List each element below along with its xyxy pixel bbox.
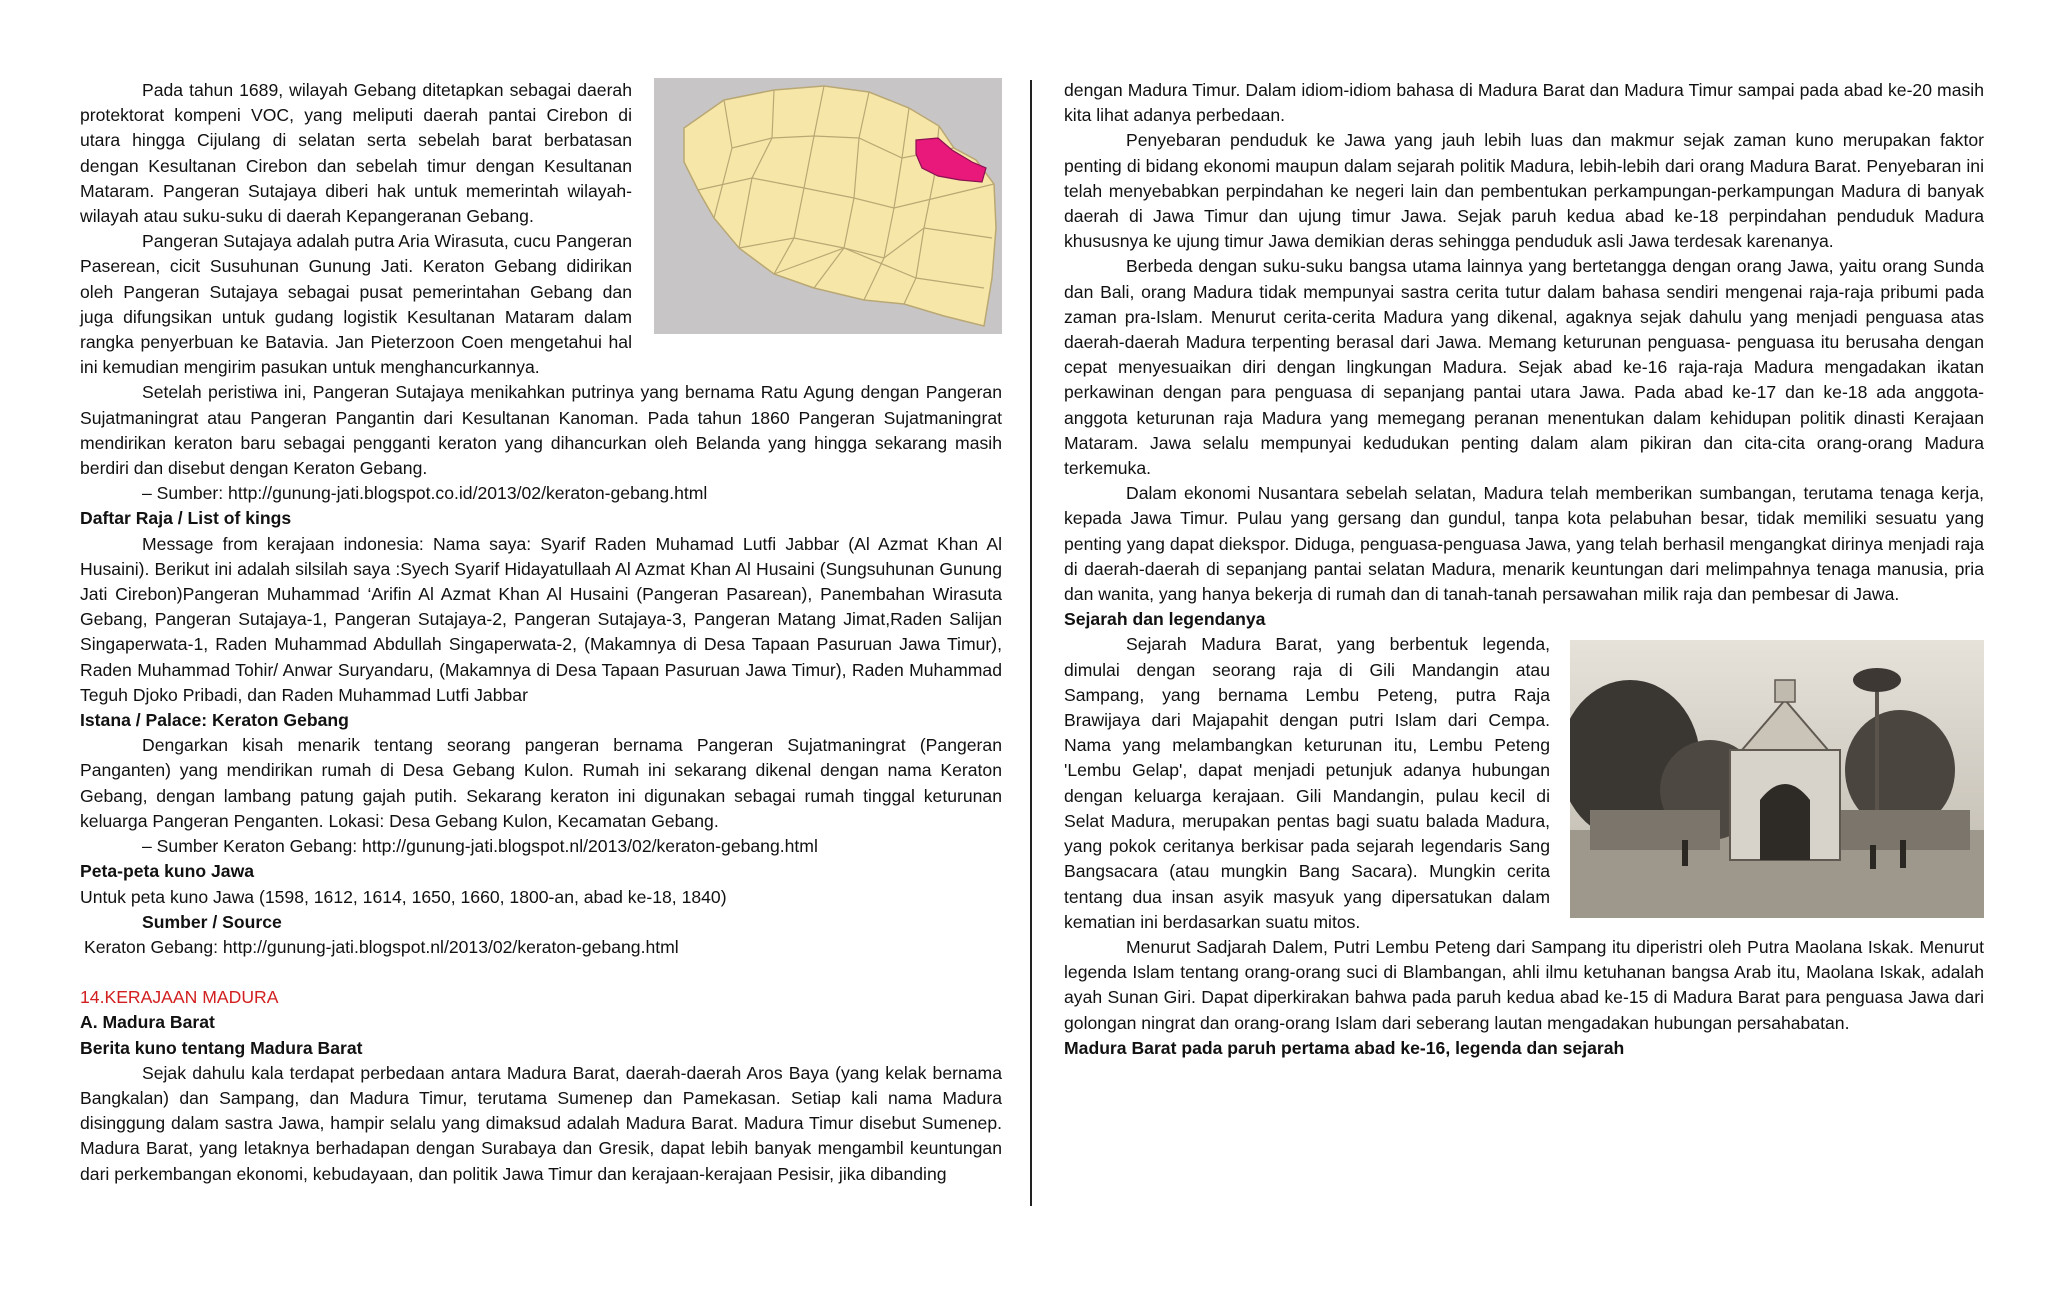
heading-berita: Berita kuno tentang Madura Barat: [80, 1037, 363, 1058]
source-citation: Keraton Gebang: http://gunung-jati.blogspot.nl/2013/02/keraton-gebang.html: [84, 936, 679, 957]
heading-kings: Daftar Raja / List of kings: [80, 508, 292, 529]
historic-gate-photo: [1570, 640, 1984, 918]
source-citation: – Sumber Keraton Gebang: http://gunung-jati.blogspot.nl/2013/02/keraton-gebang.html: [142, 836, 818, 857]
paragraph: Pada tahun 1689, wilayah Gebang ditetapkan sebagai daerah protektorat kompeni VOC, yang meliputi daerah pantai Cirebon di utara hingga Cijulang di selatan serta sebelah barat berbatasan dengan Kesultanan Cirebon dan sebelah timur dengan Kesultanan Mataram. Pangeran Sutajaya diberi hak untuk memerintah wilayah-wilayah atau suku-suku di daerah Kepangeranan Gebang.: [80, 80, 632, 227]
paragraph: Penyebaran penduduk ke Jawa yang jauh lebih luas dan makmur sejak zaman kuno merupakan faktor penting di bidang ekonomi maupun dalam sejarah politik Madura, lebih-lebih dari orang Madura Barat. Penyebaran ini telah menyebabkan perpindahan ke negeri lain dan pembentukan perkampungan-perkampungan Madura di banyak daerah di Jawa Timur dan ujung timur Jawa. Sejak paruh kedua abad ke-18 perpindahan penduduk Madura khususnya ke ujung timur Jawa demikian deras sehingga penduduk asli Jawa terdesak karenanya.: [1064, 130, 1984, 252]
paragraph: Sejak dahulu kala terdapat perbedaan antara Madura Barat, daerah-daerah Aros Baya (yang kelak bernama Bangkalan) dan Sampang, dan Madura Timur, terutama Sumenep dan Pamekasan. Setiap kali nama Madura disinggung dalam sastra Jawa, hampir selalu yang dimaksud adalah Madura Barat. Madura Timur disebut Sumenep. Madura Barat, yang letaknya berhadapan dengan Surabaya dan Gresik, dapat lebih banyak mengambil keuntungan dari perkembangan ekonomi, kebudayaan, dan politik Jawa Timur dan kerajaan-kerajaan Pesisir, jika dibanding: [80, 1062, 1002, 1184]
paragraph: Menurut Sadjarah Dalem, Putri Lembu Peteng dari Sampang itu diperistri oleh Putra Maolana Iskak. Menurut legenda Islam tentang orang-orang suci di Blambangan, ahli ilmu ketuhanan bangsa Arab itu, Maolana Iskak, adalah ayah Sunan Giri. Dapat diperkirakan bahwa pada paruh kedua abad ke-15 di Madura Barat para penguasa Jawa dari golongan ningrat dan orang-orang Islam dari seberang lautan mengadakan hubungan persahabatan.: [1064, 936, 1984, 1033]
paragraph: Message from kerajaan indonesia: Nama saya: Syarif Raden Muhamad Lutfi Jabbar (Al Azmat Khan Al Husaini). Berikut ini adalah silsilah saya :Syech Syarif Hidayatullaah Al Azmat Khan Al Husaini (Sungsuhunan Gunung Jati Cirebon)Pangeran Muhammad ‘Arifin Al Azmat Khan Al Husaini (Pangeran Pasarean), Panembahan Wirasuta Gebang, Pangeran Sutajaya-1, Pangeran Sutajaya-2, Pangeran Sutajaya-3, Pangeran Matang Jimat,Raden Salijan Singaperwata-1, Raden Muhammad Abdullah Singaperwata-2, (Makamnya di Desa Tapaan Pasuruan Jawa Timur), Raden Muhammad Tohir/ Anwar Suryandaru, (Makamnya di Desa Tapaan Pasuruan Jawa Timur), Raden Muhammad Teguh Djoko Pribadi, dan Raden Muhammad Lutfi Jabbar: [80, 533, 1002, 705]
paragraph: Berbeda dengan suku-suku bangsa utama lainnya yang bertetangga dengan orang Jawa, yaitu orang Sunda dan Bali, orang Madura tidak mempunyai sastra cerita tutur dalam bahasa sendiri mengenai raja-raja pribumi pada zaman pra-Islam. Menurut cerita-cerita Madura yang dikenal, agaknya sejak dahulu yang menjadi penguasa atas daerah-daerah Madura terpenting berasal dari Jawa. Memang keturunan penguasa- penguasa itu berusaha dengan cepat menyesuaikan diri dengan lingkungan Madura. Sejak abad ke-16 raja-raja Madura mengadakan ikatan perkawinan dengan para penguasa di sepanjang pantai utara Jawa. Pada abad ke-17 dan ke-18 ada anggota-anggota keturunan raja Madura yang memegang peranan menentukan dalam kehidupan politik dinasti Kerajaan Mataram. Jawa selalu mempunyai kedudukan penting dalam alam pikiran dan cita-cita orang-orang Madura terkemuka.: [1064, 256, 1984, 479]
section-title: 14.KERAJAAN MADURA: [80, 987, 279, 1008]
paragraph: Pangeran Sutajaya adalah putra Aria Wirasuta, cucu Pangeran Paserean, cicit Susuhunan Gunung Jati. Keraton Gebang didirikan oleh Pangeran Sutajaya sebagai pusat pemerintahan Gebang dan juga difungsikan untuk gudang logistik Kesultanan Mataram dalam rangka penyerbuan ke Batavia. Jan Pieterzoon Coen mengetahui hal ini kemudian mengirim pasukan untuk menghancurkannya.: [80, 231, 633, 378]
source-citation: – Sumber: http://gunung-jati.blogspot.co.id/2013/02/keraton-gebang.html: [142, 483, 708, 504]
paragraph: dengan Madura Timur. Dalam idiom-idiom bahasa di Madura Barat dan Madura Timur sampai pada abad ke-20 masih kita lihat adanya perbedaan.: [1064, 80, 1984, 126]
heading-final: Madura Barat pada paruh pertama abad ke-16, legenda dan sejarah: [1064, 1037, 1625, 1058]
column-divider: [1030, 80, 1032, 1206]
paragraph: Dalam ekonomi Nusantara sebelah selatan, Madura telah memberikan sumbangan, terutama tenaga kerja, kepada Jawa Timur. Pulau yang gersang dan gundul, tanpa kota pelabuhan besar, tidak memiliki sesuatu yang penting yang dapat diekspor. Diduga, penguasa-penguasa Jawa, yang telah berhasil mengangkat dirinya menjadi raja di daerah-daerah di sepanjang pantai selatan Madura, menarik keuntungan dari melimpahnya tenaga manusia, pria dan wanita, yang hanya bekerja di rumah dan di tanah-tanah persawahan milik raja dan pembesar di Jawa.: [1064, 483, 1984, 605]
paragraph: Dengarkan kisah menarik tentang seorang pangeran bernama Pangeran Sujatmaningrat (Pangeran Panganten) yang mendirikan rumah di Desa Gebang Kulon. Rumah ini sekarang dikenal dengan nama Keraton Gebang, dengan lambang patung gajah putih. Sekarang keraton ini digunakan sebagai rumah tinggal keturunan keluarga Pangeran Penganten. Lokasi: Desa Gebang Kulon, Kecamatan Gebang.: [80, 735, 1002, 831]
right-column: [1064, 78, 1984, 1061]
paragraph: Setelah peristiwa ini, Pangeran Sutajaya menikahkan putrinya yang bernama Ratu Agung dengan Pangeran Sujatmaningrat atau Pangeran Pangantin dari Kesultanan Kanoman. Pada tahun 1860 Pangeran Sujatmaningrat mendirikan keraton baru sebagai pengganti keraton yang dihancurkan oleh Belanda yang hingga sekarang masih berdiri dan disebut dengan Keraton Gebang.: [80, 382, 1002, 479]
gate-photo-figure: [1570, 640, 1984, 918]
heading-palace: Istana / Palace: Keraton Gebang: [80, 710, 349, 731]
heading-madura-barat: A. Madura Barat: [80, 1012, 215, 1033]
paragraph: Untuk peta kuno Jawa (1598, 1612, 1614, 1650, 1660, 1800-an, abad ke-18, 1840): [80, 886, 727, 907]
heading-sejarah: Sejarah dan legendanya: [1064, 609, 1266, 630]
west-java-map-figure: [654, 78, 1002, 334]
paragraph: Sejarah Madura Barat, yang berbentuk legenda, dimulai dengan seorang raja di Gili Mandangin atau Sampang, yang bernama Lembu Peteng, putra Raja Brawijaya dari Majapahit dengan putri Islam dari Cempa. Nama yang melambangkan keturunan itu, Lembu Peteng 'Lembu Gelap', dapat menjadi petunjuk adanya hubungan dengan keluarga kerajaan. Gili Mandangin, pulau kecil di Selat Madura, merupakan pentas bagi suatu balada Madura, yang pokok ceritanya berkisar pada sejarah legendaris Sang Bangsacara (atau mungkin Bang Sacara). Mungkin cerita tentang dua insan asyik masyuk yang dipersatukan dalam kematian ini berdasarkan suatu mitos.: [1064, 634, 1550, 932]
heading-maps: Peta-peta kuno Jawa: [80, 861, 255, 882]
left-column: [80, 78, 1002, 1187]
west-java-map: [654, 78, 1002, 334]
source-heading: Sumber / Source: [142, 911, 282, 932]
